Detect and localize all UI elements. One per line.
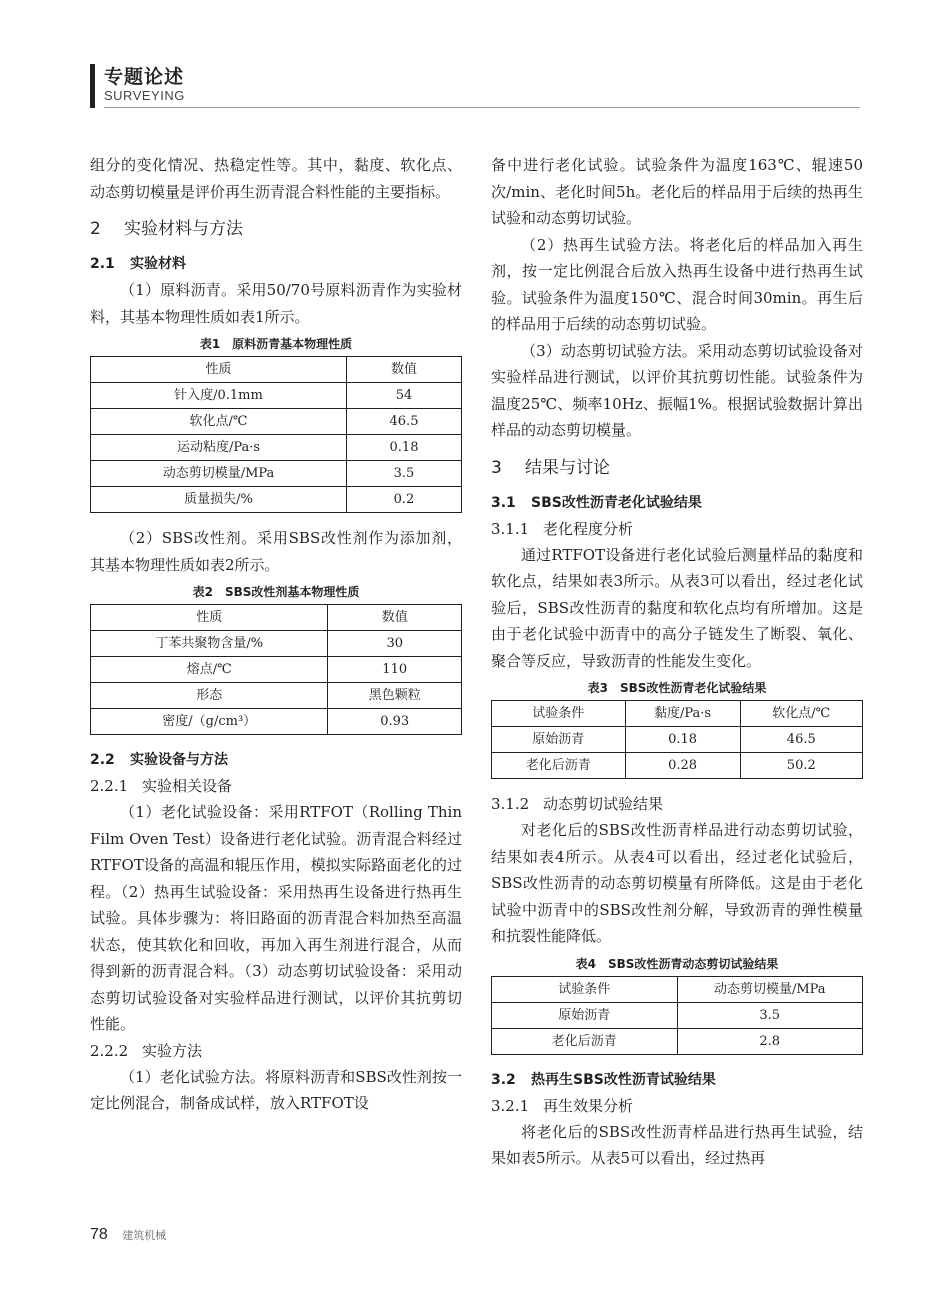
table-cell: 丁苯共聚物含量/% bbox=[91, 631, 328, 657]
table-cell: 运动粘度/Pa·s bbox=[91, 435, 347, 461]
page-footer bbox=[90, 1226, 166, 1244]
table-row bbox=[91, 461, 462, 487]
table-cell: 3.5 bbox=[677, 1002, 863, 1028]
paragraph: （1）原料沥青。采用50/70号原料沥青作为实验材料，其基本物理性质如表1所示。 bbox=[90, 281, 462, 326]
table-3 bbox=[491, 678, 863, 779]
paragraph: 组分的变化情况、热稳定性等。其中，黏度、软化点、动态剪切模量是评价再生沥青混合料性能的主要指标。 bbox=[90, 156, 462, 201]
table-cell: 0.28 bbox=[625, 753, 740, 779]
table-cell: 110 bbox=[328, 657, 462, 683]
table-1 bbox=[90, 334, 462, 513]
table-header: 数值 bbox=[346, 357, 461, 383]
table-row bbox=[492, 1002, 863, 1028]
table-cell: 老化后沥青 bbox=[492, 753, 626, 779]
table-cell: 原始沥青 bbox=[492, 727, 626, 753]
table-cell: 密度/（g/cm³） bbox=[91, 709, 328, 735]
paragraph: （2）SBS改性剂。采用SBS改性剂作为添加剂，其基本物理性质如表2所示。 bbox=[90, 529, 462, 574]
table-4 bbox=[491, 954, 863, 1055]
table-cell: 熔点/℃ bbox=[91, 657, 328, 683]
table-cell: 3.5 bbox=[346, 461, 461, 487]
table-cell: 形态 bbox=[91, 683, 328, 709]
heading-section-3-2-1: 3.2.1 再生效果分析 bbox=[491, 1096, 634, 1115]
table-row bbox=[91, 709, 462, 735]
table-cell: 0.18 bbox=[625, 727, 740, 753]
table-cell: 46.5 bbox=[346, 409, 461, 435]
data-table bbox=[491, 976, 863, 1055]
table-cell: 0.2 bbox=[346, 487, 461, 513]
table-header: 黏度/Pa·s bbox=[625, 701, 740, 727]
table-cell: 30 bbox=[328, 631, 462, 657]
table-row bbox=[91, 487, 462, 513]
table-header: 动态剪切模量/MPa bbox=[677, 976, 863, 1002]
table-cell: 软化点/℃ bbox=[91, 409, 347, 435]
right-column bbox=[491, 152, 863, 1172]
table-caption: 表4 SBS改性沥青动态剪切试验结果 bbox=[575, 956, 779, 971]
section-subtitle: SURVEYING bbox=[104, 88, 185, 103]
table-header: 性质 bbox=[91, 357, 347, 383]
table-cell: 50.2 bbox=[740, 753, 862, 779]
table-caption: 表3 SBS改性沥青老化试验结果 bbox=[587, 681, 767, 695]
heading-section-3-1-1: 3.1.1 老化程度分析 bbox=[491, 519, 634, 538]
heading-section-2-1: 2.1 实验材料 bbox=[90, 256, 186, 272]
heading-section-3-1: 3.1 SBS改性沥青老化试验结果 bbox=[491, 494, 702, 511]
paragraph: （3）动态剪切试验方法。采用动态剪切试验设备对实验样品进行测试，以评价其抗剪切性能。试验条件为温度25℃、频率10Hz、振幅1%。根据试验数据计算出样品的动态剪切模量。 bbox=[491, 341, 863, 439]
page-header bbox=[90, 62, 860, 110]
table-cell: 黑色颗粒 bbox=[328, 683, 462, 709]
paragraph: （1）老化试验方法。将原料沥青和SBS改性剂按一定比例混合，制备成试样，放入RTFOT设 bbox=[90, 1067, 462, 1112]
heading-section-3-2: 3.2 热再生SBS改性沥青试验结果 bbox=[491, 1071, 716, 1088]
heading-section-3: 3 结果与讨论 bbox=[491, 457, 610, 478]
journal-name: 建筑机械 bbox=[122, 1229, 167, 1242]
table-header: 试验条件 bbox=[492, 976, 678, 1002]
section-title: 专题论述 bbox=[104, 66, 185, 88]
table-cell: 0.93 bbox=[328, 709, 462, 735]
left-column bbox=[90, 152, 462, 1117]
heading-section-2-2-2: 2.2.2 实验方法 bbox=[90, 1041, 203, 1060]
table-cell: 2.8 bbox=[677, 1028, 863, 1054]
paragraph: 通过RTFOT设备进行老化试验后测量样品的黏度和软化点，结果如表3所示。从表3可以看出，经过老化试验后，SBS改性沥青的黏度和软化点均有所增加。这是由于老化试验中沥青中的高分子链发生了断裂、氧化、聚合等反应，导致沥青的性能发生变化。 bbox=[491, 545, 863, 670]
table-cell: 0.18 bbox=[346, 435, 461, 461]
paragraph: 将老化后的SBS改性沥青样品进行热再生试验，结果如表5所示。从表5可以看出，经过热再 bbox=[491, 1122, 863, 1167]
table-caption: 表1 原料沥青基本物理性质 bbox=[199, 337, 353, 351]
paragraph: 备中进行老化试验。试验条件为温度163℃、辊速50次/min、老化时间5h。老化后的样品用于后续的热再生试验和动态剪切试验。 bbox=[491, 156, 863, 227]
heading-section-2-2: 2.2 实验设备与方法 bbox=[90, 752, 228, 768]
table-2 bbox=[90, 582, 462, 735]
table-header-row bbox=[492, 701, 863, 727]
table-header: 软化点/℃ bbox=[740, 701, 862, 727]
table-row bbox=[91, 657, 462, 683]
heading-section-3-1-2: 3.1.2 动态剪切试验结果 bbox=[491, 795, 664, 813]
table-header: 数值 bbox=[328, 605, 462, 631]
table-caption: 表2 SBS改性剂基本物理性质 bbox=[192, 585, 360, 599]
header-bar bbox=[90, 64, 95, 108]
paragraph: （1）老化试验设备：采用RTFOT（Rolling Thin Film Oven Test）设备进行老化试验。沥青混合料经过RTFOT设备的高温和辊压作用，模拟实际路面老化的过程。（2）热再生试验设备：采用热再生设备进行热再生试验。具体步骤为：将旧路面的沥青混合料加热至高温状态，使其软化和回收，再加入再生剂进行混合，从而得到新的沥青混合料。（3）动态剪切试验设备：采用动态剪切试验设备对实验样品进行测试，以评价其抗剪切性能。 bbox=[90, 803, 462, 1033]
data-table bbox=[491, 700, 863, 779]
table-row bbox=[91, 435, 462, 461]
table-cell: 质量损失/% bbox=[91, 487, 347, 513]
table-cell: 54 bbox=[346, 383, 461, 409]
table-row bbox=[492, 753, 863, 779]
table-cell: 老化后沥青 bbox=[492, 1028, 678, 1054]
table-header: 性质 bbox=[91, 605, 328, 631]
heading-section-2-2-1: 2.2.1 实验相关设备 bbox=[90, 777, 233, 795]
table-row bbox=[91, 409, 462, 435]
paragraph: （2）热再生试验方法。将老化后的样品加入再生剂，按一定比例混合后放入热再生设备中进行热再生试验。试验条件为温度150℃、混合时间30min。再生后的样品用于后续的动态剪切试验。 bbox=[491, 235, 863, 333]
table-cell: 针入度/0.1mm bbox=[91, 383, 347, 409]
heading-section-2: 2 实验材料与方法 bbox=[90, 219, 243, 239]
table-header-row bbox=[91, 357, 462, 383]
paragraph: 对老化后的SBS改性沥青样品进行动态剪切试验，结果如表4所示。从表4可以看出，经过老化试验后，SBS改性沥青的动态剪切模量有所降低。这是由于老化试验中沥青中的SBS改性剂分解，导致沥青的弹性模量和抗裂性能降低。 bbox=[491, 821, 863, 945]
header-rule bbox=[104, 107, 860, 108]
table-row bbox=[91, 683, 462, 709]
table-header: 试验条件 bbox=[492, 701, 626, 727]
table-row bbox=[91, 631, 462, 657]
table-row bbox=[492, 1028, 863, 1054]
table-cell: 原始沥青 bbox=[492, 1002, 678, 1028]
table-cell: 46.5 bbox=[740, 727, 862, 753]
data-table bbox=[90, 356, 462, 513]
page-number: 78 bbox=[90, 1226, 108, 1243]
table-row bbox=[492, 727, 863, 753]
data-table bbox=[90, 604, 462, 735]
table-header-row bbox=[91, 605, 462, 631]
table-cell: 动态剪切模量/MPa bbox=[91, 461, 347, 487]
table-row bbox=[91, 383, 462, 409]
table-header-row bbox=[492, 976, 863, 1002]
